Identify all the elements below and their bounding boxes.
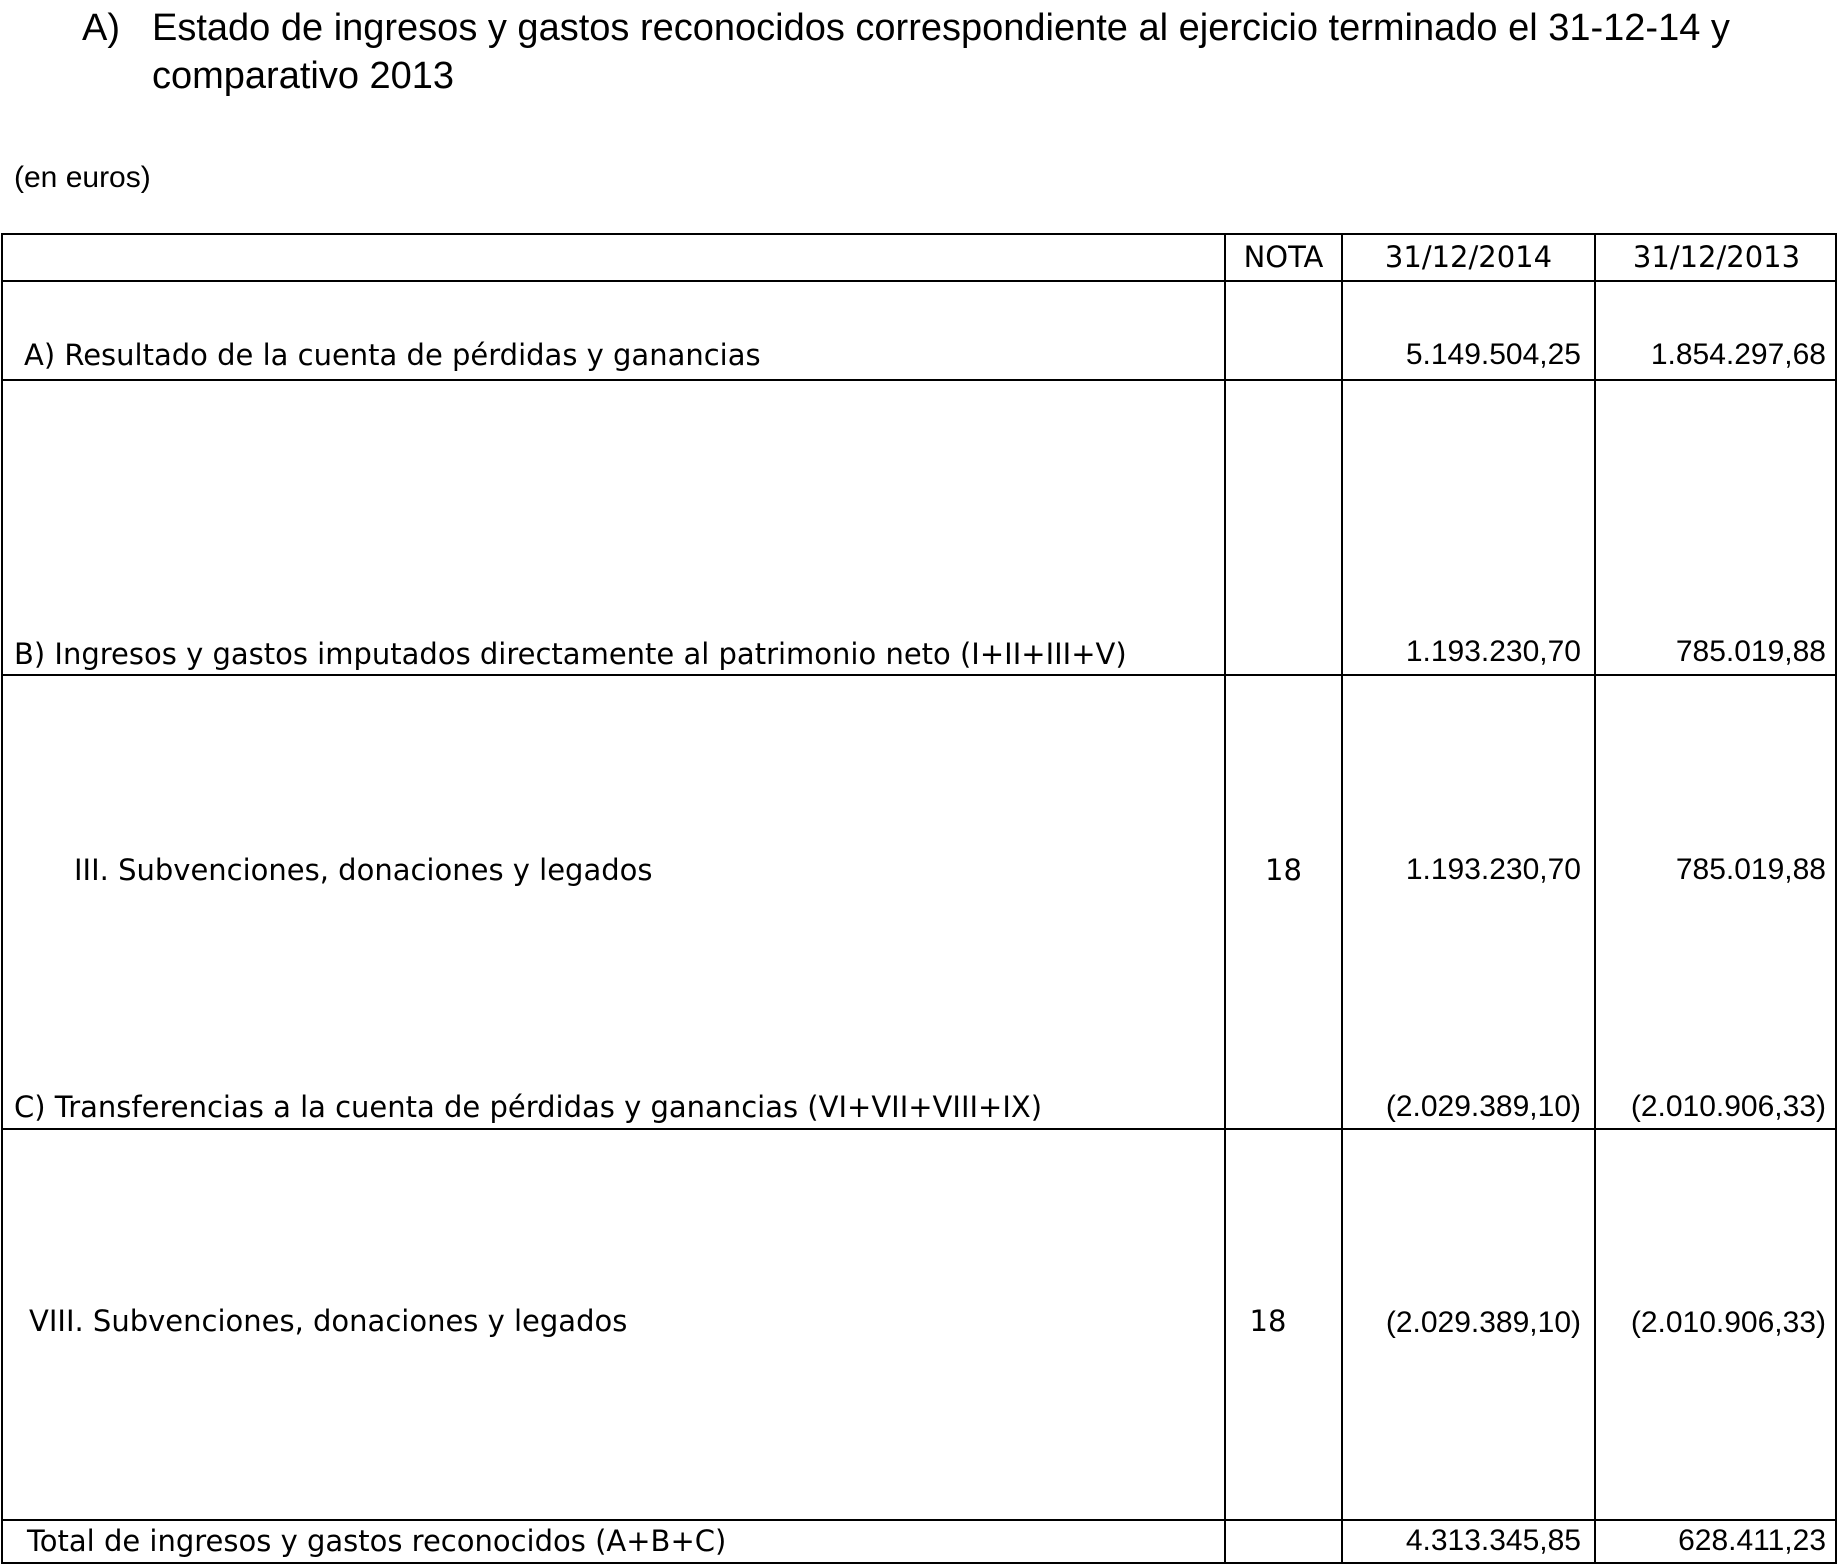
table-row-label: A) Resultado de la cuenta de pérdidas y ganancias	[24, 338, 761, 372]
column-header-2014: 31/12/2014	[1384, 240, 1553, 274]
column-header-2013: 31/12/2013	[1632, 240, 1801, 274]
table-row-label: Total de ingresos y gastos reconocidos (A+B+C)	[27, 1524, 727, 1558]
table-cell-2014: 1.193.230,70	[1405, 853, 1581, 886]
row-divider	[3, 674, 1835, 676]
table-cell-nota: 18	[1249, 1304, 1287, 1338]
table-cell-2013: 1.854.297,68	[1650, 338, 1826, 371]
table-cell-2014: 5.149.504,25	[1405, 338, 1581, 371]
table-row-label: B) Ingresos y gastos imputados directamente al patrimonio neto (I+II+III+V)	[14, 637, 1127, 671]
table-row-label: III. Subvenciones, donaciones y legados	[74, 853, 653, 887]
column-divider	[1224, 235, 1226, 1562]
row-divider	[3, 1519, 1835, 1521]
heading-marker: A)	[82, 7, 120, 49]
unit-note: (en euros)	[14, 161, 151, 194]
table-cell-2013: 785.019,88	[1675, 635, 1826, 668]
page-title: Estado de ingresos y gastos reconocidos correspondiente al ejercicio terminado el 31-12-14 y comparativo 2013	[152, 7, 1730, 97]
row-divider	[3, 280, 1835, 282]
table-cell-2013: 628.411,23	[1678, 1524, 1826, 1557]
income-expense-table	[1, 233, 1837, 1564]
row-divider	[3, 1128, 1835, 1130]
table-cell-2014: 4.313.345,85	[1405, 1524, 1581, 1557]
table-cell-2013: (2.010.906,33)	[1630, 1306, 1826, 1339]
table-cell-nota: 18	[1265, 853, 1302, 887]
table-cell-2014: (2.029.389,10)	[1385, 1090, 1581, 1123]
table-row-label: VIII. Subvenciones, donaciones y legados	[29, 1304, 628, 1338]
table-cell-2014: (2.029.389,10)	[1385, 1306, 1581, 1339]
table-row-label: C) Transferencias a la cuenta de pérdidas y ganancias (VI+VII+VIII+IX)	[14, 1090, 1043, 1124]
column-divider	[1341, 235, 1343, 1562]
table-cell-2014: 1.193.230,70	[1405, 635, 1581, 668]
column-header-nota: NOTA	[1243, 240, 1324, 274]
column-divider	[1594, 235, 1596, 1562]
row-divider	[3, 379, 1835, 381]
table-cell-2013: (2.010.906,33)	[1630, 1090, 1826, 1123]
table-cell-2013: 785.019,88	[1675, 853, 1826, 886]
